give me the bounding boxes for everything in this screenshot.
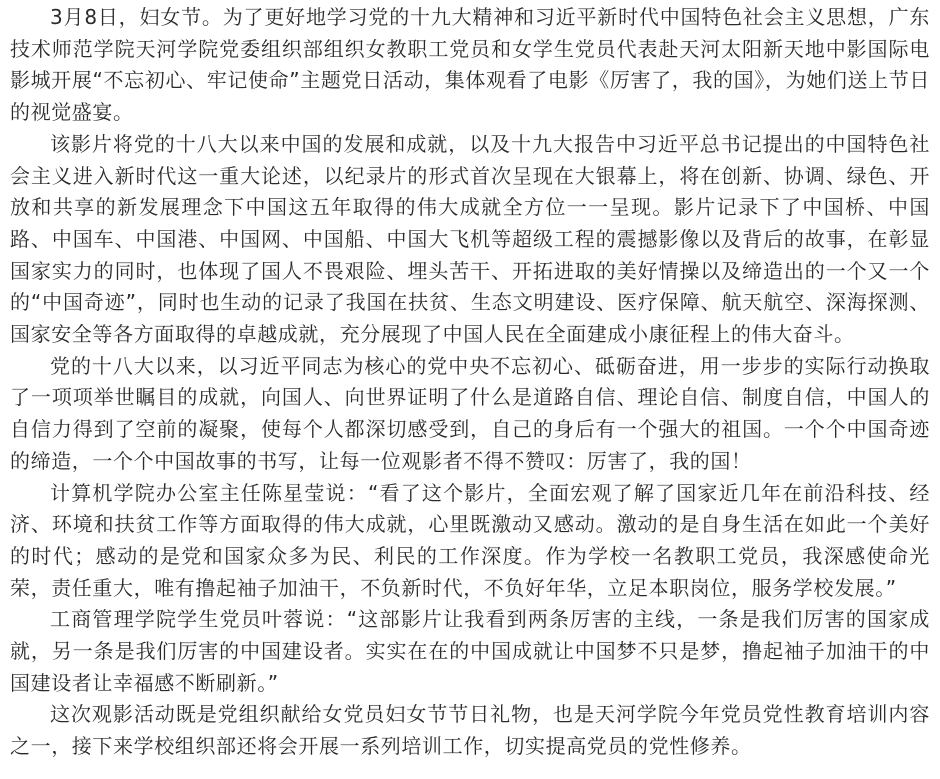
paragraph-party-achievements: 党的十八大以来，以习近平同志为核心的党中央不忘初心、砥砺奋进，用一步步的实际行动换取了一项项举世瞩目的成就，向国人、向世界证明了什么是道路自信、理论自信、制度自信，中国人的自信力得到了空前的凝聚，使每个人都深切感受到，自己的身后有一个强大的祖国。一个个中国奇迹的缔造，一个个中国故事的书写，让每一位观影者不得不赞叹：厉害了，我的国！ xyxy=(10,353,930,473)
paragraph-womens-day-event: 3月8日，妇女节。为了更好地学习党的十九大精神和习近平新时代中国特色社会主义思想，广东技术师范学院天河学院党委组织部组织女教职工党员和女学生党员代表赴天河太阳新天地中影国际电影城开展“不忘初心、牢记使命”主题党日活动，集体观看了电影《厉害了，我的国》，为她们送上节日的视觉盛宴。 xyxy=(10,5,930,125)
paragraph-quote-chen-xingying: 计算机学院办公室主任陈星莹说：“看了这个影片，全面宏观了解了国家近几年在前沿科技、经济、环境和扶贫工作等方面取得的伟大成就，心里既激动又感动。激动的是自身生活在如此一个美好的时代；感动的是党和国家众多为民、利民的工作深度。作为学校一名教职工党员，我深感使命光荣，责任重大，唯有撸起袖子加油干，不负新时代，不负好年华，立足本职岗位，服务学校发展。” xyxy=(10,480,930,600)
paragraph-film-content: 该影片将党的十八大以来中国的发展和成就，以及十九大报告中习近平总书记提出的中国特色社会主义进入新时代这一重大论述，以纪录片的形式首次呈现在大银幕上，将在创新、协调、绿色、开放和共享的新发展理念下中国这五年取得的伟大成就全方位一一呈现。影片记录下了中国桥、中国路、中国车、中国港、中国网、中国船、中国大飞机等超级工程的震撼影像以及背后的故事，在彰显国家实力的同时，也体现了国人不畏艰险、埋头苦干、开拓进取的美好情操以及缔造出的一个又一个的“中国奇迹”，同时也生动的记录了我国在扶贫、生态文明建设、医疗保障、航天航空、深海探测、国家安全等各方面取得的卓越成就，充分展现了中国人民在全面建成小康征程上的伟大奋斗。 xyxy=(10,131,930,347)
paragraph-closing: 这次观影活动既是党组织献给女党员妇女节节日礼物，也是天河学院今年党员党性教育培训内容之一，接下来学校组织部还将会开展一系列培训工作，切实提高党员的党性修养。 xyxy=(10,702,930,759)
paragraph-quote-ye-rong: 工商管理学院学生党员叶蓉说：“这部影片让我看到两条厉害的主线，一条是我们厉害的国家成就，另一条是我们厉害的中国建设者。实实在在的中国成就让中国梦不只是梦，撸起袖子加油干的中国建设者让幸福感不断刷新。” xyxy=(10,607,930,695)
